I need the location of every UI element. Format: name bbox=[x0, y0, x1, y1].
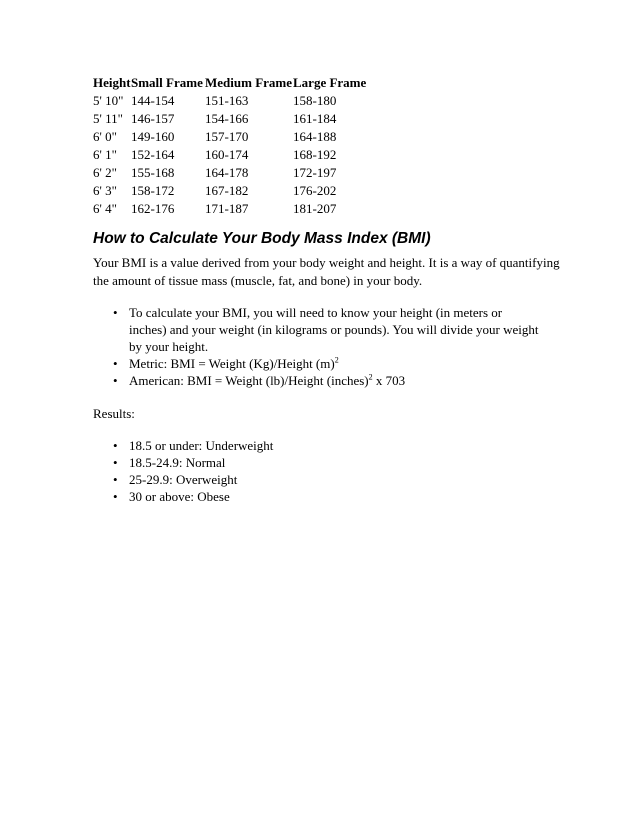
list-item bbox=[93, 454, 539, 471]
american-formula-multiplier: x 703 bbox=[372, 373, 406, 388]
header-medium-frame: Medium Frame bbox=[205, 75, 293, 90]
medium-frame-cell: 157-170 bbox=[205, 129, 249, 144]
large-frame-cell: 161-184 bbox=[293, 111, 337, 126]
large-frame-cell: 158-180 bbox=[293, 93, 337, 108]
height-cell: 5' 11" bbox=[93, 111, 123, 126]
document-page bbox=[93, 74, 563, 505]
results-label: Results: bbox=[93, 406, 135, 421]
list-item bbox=[93, 304, 539, 355]
bullet-icon: • bbox=[113, 305, 118, 320]
height-cell: 6' 4" bbox=[93, 201, 117, 216]
american-exponent: 2 bbox=[368, 372, 373, 382]
bmi-section-heading: How to Calculate Your Body Mass Index (BMI) bbox=[93, 230, 431, 247]
list-item bbox=[93, 471, 539, 488]
table-header-row bbox=[93, 74, 373, 92]
metric-formula-text: Metric: BMI = Weight (Kg)/Height (m) bbox=[129, 356, 335, 371]
list-item bbox=[93, 355, 539, 372]
table-row bbox=[93, 200, 373, 218]
result-underweight: 18.5 or under: Underweight bbox=[129, 438, 274, 453]
table-row bbox=[93, 164, 373, 182]
height-cell: 6' 1" bbox=[93, 147, 117, 162]
table-row bbox=[93, 128, 373, 146]
table-row bbox=[93, 182, 373, 200]
medium-frame-cell: 154-166 bbox=[205, 111, 249, 126]
metric-exponent: 2 bbox=[334, 355, 339, 365]
height-cell: 6' 2" bbox=[93, 165, 117, 180]
list-item bbox=[93, 437, 539, 454]
small-frame-cell: 155-168 bbox=[131, 165, 175, 180]
height-cell: 5' 10" bbox=[93, 93, 124, 108]
american-formula-text: American: BMI = Weight (lb)/Height (inches) bbox=[129, 373, 369, 388]
height-cell: 6' 0" bbox=[93, 129, 117, 144]
small-frame-cell: 149-160 bbox=[131, 129, 175, 144]
table-row bbox=[93, 146, 373, 164]
small-frame-cell: 144-154 bbox=[131, 93, 175, 108]
header-height: Height bbox=[93, 75, 131, 90]
large-frame-cell: 168-192 bbox=[293, 147, 337, 162]
medium-frame-cell: 164-178 bbox=[205, 165, 249, 180]
large-frame-cell: 164-188 bbox=[293, 129, 337, 144]
result-overweight: 25-29.9: Overweight bbox=[129, 472, 238, 487]
instructions-text: To calculate your BMI, you will need to know your height (in meters or inches) and your weight (in kilograms or pounds). You will divide your weight by your height. bbox=[129, 305, 539, 354]
result-normal: 18.5-24.9: Normal bbox=[129, 455, 226, 470]
small-frame-cell: 152-164 bbox=[131, 147, 175, 162]
large-frame-cell: 172-197 bbox=[293, 165, 337, 180]
header-small-frame: Small Frame bbox=[131, 75, 203, 90]
bullet-icon: • bbox=[113, 438, 118, 453]
bullet-icon: • bbox=[113, 489, 118, 504]
small-frame-cell: 158-172 bbox=[131, 183, 175, 198]
bullet-icon: • bbox=[113, 356, 118, 371]
bullet-icon: • bbox=[113, 472, 118, 487]
list-item bbox=[93, 488, 539, 505]
bmi-instructions-list bbox=[93, 304, 563, 389]
small-frame-cell: 146-157 bbox=[131, 111, 175, 126]
medium-frame-cell: 160-174 bbox=[205, 147, 249, 162]
large-frame-cell: 176-202 bbox=[293, 183, 337, 198]
list-item bbox=[93, 372, 539, 389]
frame-size-table bbox=[93, 74, 373, 218]
bullet-icon: • bbox=[113, 373, 118, 388]
header-large-frame: Large Frame bbox=[293, 75, 367, 90]
height-cell: 6' 3" bbox=[93, 183, 117, 198]
large-frame-cell: 181-207 bbox=[293, 201, 337, 216]
medium-frame-cell: 171-187 bbox=[205, 201, 249, 216]
medium-frame-cell: 167-182 bbox=[205, 183, 249, 198]
small-frame-cell: 162-176 bbox=[131, 201, 175, 216]
bullet-icon: • bbox=[113, 455, 118, 470]
medium-frame-cell: 151-163 bbox=[205, 93, 249, 108]
bmi-results-list bbox=[93, 437, 563, 505]
table-row bbox=[93, 110, 373, 128]
bmi-intro-paragraph: Your BMI is a value derived from your body weight and height. It is a way of quantifying the amount of tissue mass (muscle, fat, and bone) in your body. bbox=[93, 255, 560, 288]
result-obese: 30 or above: Obese bbox=[129, 489, 230, 504]
table-row bbox=[93, 92, 373, 110]
